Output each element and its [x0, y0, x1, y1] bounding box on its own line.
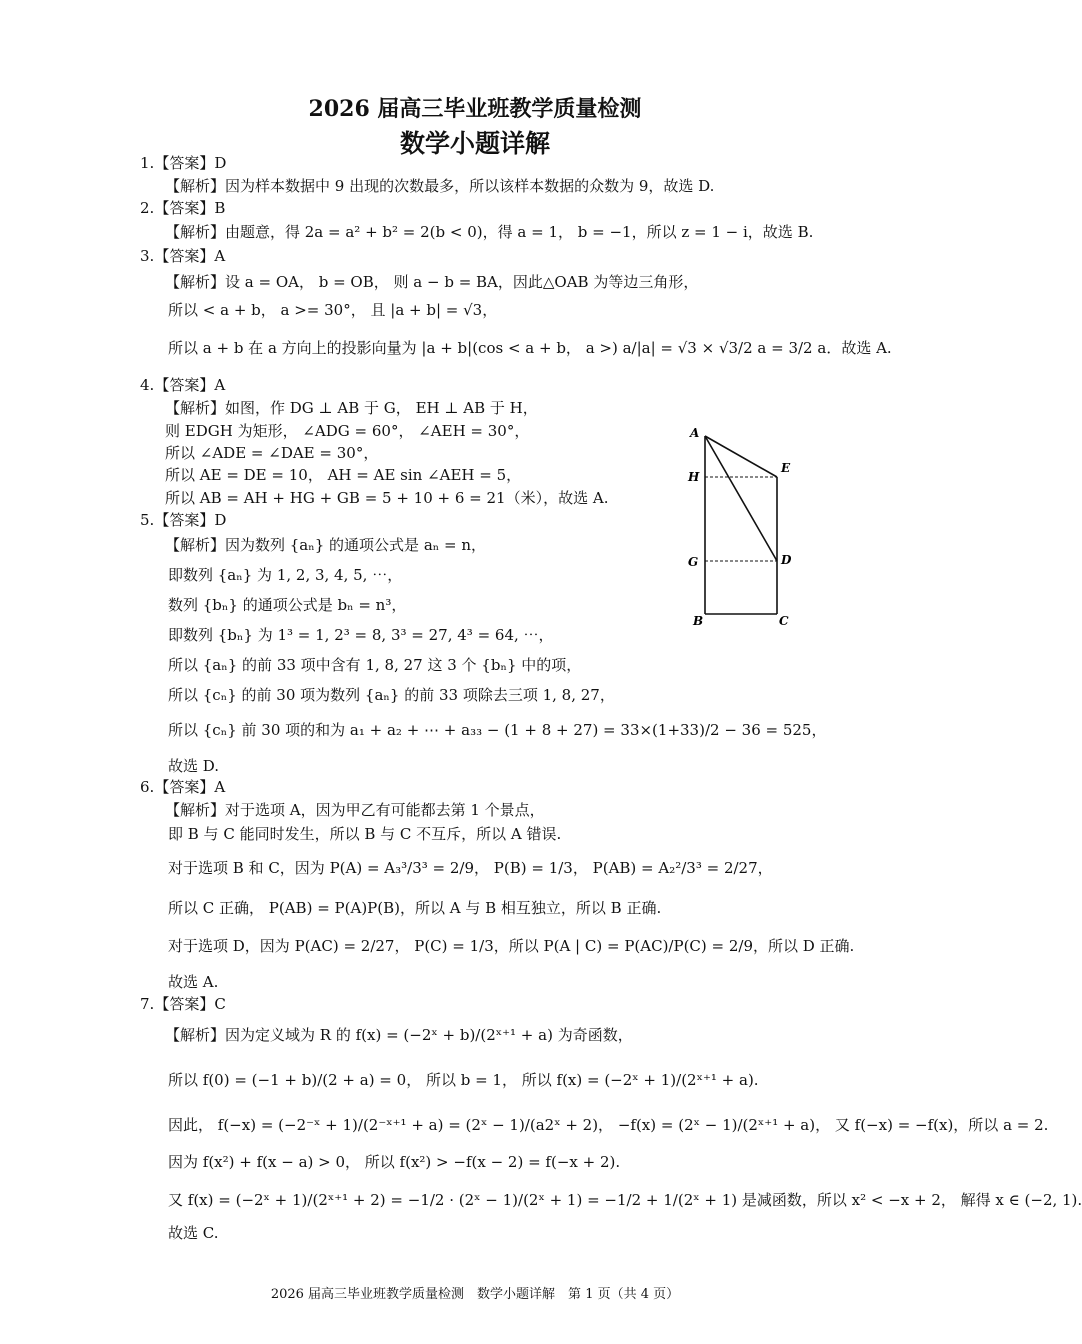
q6-answer: 6.【答案】A: [140, 778, 226, 796]
q4-line-3: 所以 ∠ADE = ∠DAE = 30°，: [165, 444, 379, 462]
q6-line-1: 【解析】对于选项 A，因为甲乙有可能都去第 1 个景点，: [165, 801, 545, 819]
q7-line-3: 因此， f(−x) = (−2⁻ˣ + 1)/(2⁻ˣ⁺¹ + a) = (2ˣ − 1)/(a2ˣ + 2)， −f(x) = (2ˣ − 1)/(2ˣ⁺¹ + a)， 又 f(−x) = −f(x)，所以 a = 2.: [168, 1116, 1049, 1134]
label-a: A: [690, 426, 700, 440]
q5-line-5: 所以 {aₙ} 的前 33 项中含有 1, 8, 27 这 3 个 {bₙ} 中的项，: [168, 656, 582, 674]
q5-line-3: 数列 {bₙ} 的通项公式是 bₙ = n³，: [168, 596, 407, 614]
q5-line-6: 所以 {cₙ} 的前 30 项为数列 {aₙ} 的前 33 项除去三项 1, 8, 27，: [168, 686, 615, 704]
q6-line-3: 对于选项 B 和 C，因为 P(A) = A₃³/3³ = 2/9， P(B) = 1/3， P(AB) = A₂²/3³ = 2/27，: [168, 859, 773, 877]
q6-line-4: 所以 C 正确， P(AB) = P(A)P(B)，所以 A 与 B 相互独立，所以 B 正确.: [168, 899, 662, 917]
q6-line-2: 即 B 与 C 能同时发生，所以 B 与 C 不互斥，所以 A 错误.: [168, 825, 562, 843]
q6-line-5: 对于选项 D，因为 P(AC) = 2/27， P(C) = 1/3，所以 P(A | C) = P(AC)/P(C) = 2/9，所以 D 正确.: [168, 937, 855, 955]
q4-answer: 4.【答案】A: [140, 376, 226, 394]
q5-line-8: 故选 D.: [168, 757, 220, 775]
q4-line-4: 所以 AE = DE = 10， AH = AE sin ∠AEH = 5，: [165, 466, 522, 484]
segment-ae: [705, 436, 777, 477]
label-e: E: [781, 461, 791, 475]
q6-line-6: 故选 A.: [168, 973, 219, 991]
q7-line-4: 因为 f(x²) + f(x − a) > 0， 所以 f(x²) > −f(x − 2) = f(−x + 2).: [168, 1153, 621, 1171]
q2-answer: 2.【答案】B: [140, 199, 226, 217]
segment-ad: [705, 436, 777, 561]
q3-line-3: 所以 a + b 在 a 方向上的投影向量为 |a + b|(cos < a + b， a >) a/|a| = √3 × √3/2 a = 3/2 a．故选 A.: [168, 339, 892, 357]
page-footer: 2026 届高三毕业班教学质量检测 数学小题详解 第 1 页（共 4 页）: [270, 1287, 680, 1302]
label-b: B: [693, 614, 704, 628]
q3-answer: 3.【答案】A: [140, 247, 226, 265]
q2-explanation: 【解析】由题意，得 2a = a² + b² = 2(b < 0)，得 a = 1， b = −1，所以 z = 1 − i，故选 B.: [165, 223, 814, 241]
q5-line-4: 即数列 {bₙ} 为 1³ = 1, 2³ = 8, 3³ = 27, 4³ = 64, ⋯，: [168, 626, 554, 644]
q4-line-5: 所以 AB = AH + HG + GB = 5 + 10 + 6 = 21（米），故选 A.: [165, 489, 609, 507]
q1-answer: 1.【答案】D: [140, 154, 227, 172]
q7-line-1: 【解析】因为定义域为 R 的 f(x) = (−2ˣ + b)/(2ˣ⁺¹ + a) 为奇函数，: [165, 1026, 633, 1044]
document-title: 2026 届高三毕业班教学质量检测: [308, 96, 642, 122]
q4-line-2: 则 EDGH 为矩形， ∠ADG = 60°， ∠AEH = 30°，: [165, 422, 530, 440]
q3-line-1: 【解析】设 a = OA， b = OB， 则 a − b = BA，因此△OAB 为等边三角形，: [165, 273, 699, 291]
label-d: D: [781, 553, 792, 567]
q1-explanation: 【解析】因为样本数据中 9 出现的次数最多，所以该样本数据的众数为 9，故选 D.: [165, 177, 715, 195]
label-c: C: [779, 614, 789, 628]
q7-line-2: 所以 f(0) = (−1 + b)/(2 + a) = 0， 所以 b = 1， 所以 f(x) = (−2ˣ + 1)/(2ˣ⁺¹ + a).: [168, 1071, 759, 1089]
q3-line-2: 所以 < a + b， a >= 30°， 且 |a + b| = √3，: [168, 301, 498, 319]
q5-answer: 5.【答案】D: [140, 511, 227, 529]
q7-answer: 7.【答案】C: [140, 995, 226, 1013]
q5-line-2: 即数列 {aₙ} 为 1, 2, 3, 4, 5, ⋯，: [168, 566, 403, 584]
q7-line-6: 故选 C.: [168, 1224, 219, 1242]
q7-line-5: 又 f(x) = (−2ˣ + 1)/(2ˣ⁺¹ + 2) = −1/2 · (2ˣ − 1)/(2ˣ + 1) = −1/2 + 1/(2ˣ + 1) 是减函数，所以 x² < −x + 2， 解得 x ∈ (−2, 1).: [168, 1191, 1082, 1209]
q4-line-1: 【解析】如图，作 DG ⊥ AB 于 G， EH ⊥ AB 于 H，: [165, 399, 538, 417]
geometry-diagram: [680, 420, 800, 630]
label-h: H: [688, 470, 700, 484]
document-subtitle: 数学小题详解: [399, 129, 550, 158]
q5-line-1: 【解析】因为数列 {aₙ} 的通项公式是 aₙ = n，: [165, 536, 487, 554]
q5-line-7: 所以 {cₙ} 前 30 项的和为 a₁ + a₂ + ⋯ + a₃₃ − (1 + 8 + 27) = 33×(1+33)/2 − 36 = 525，: [168, 721, 827, 739]
label-g: G: [688, 555, 699, 569]
